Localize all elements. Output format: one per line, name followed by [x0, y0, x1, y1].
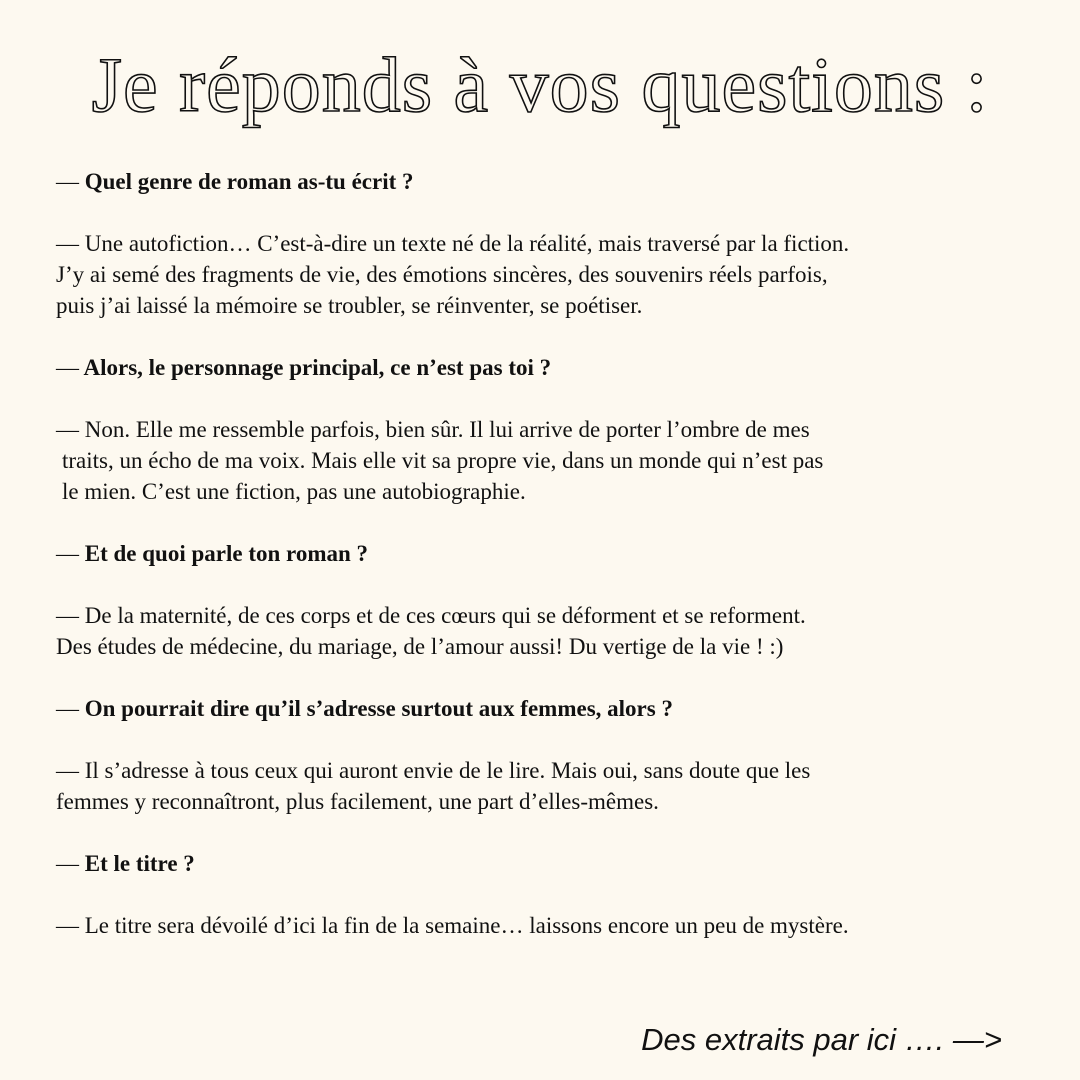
answer-line: — Le titre sera dévoilé d’ici la fin de la semaine… laissons encore un peu de mystère.: [56, 913, 849, 938]
answer-line: le mien. C’est une fiction, pas une autobiographie.: [62, 479, 526, 504]
question-label: Et le titre ?: [84, 851, 195, 876]
question-dash: —: [56, 355, 79, 380]
question-dash: —: [56, 169, 79, 194]
answer-line: — Une autofiction… C’est-à-dire un texte né de la réalité, mais traversé par la fiction.: [56, 231, 850, 256]
page-title: Je réponds à vos questions :: [91, 41, 989, 128]
answer-line: femmes y reconnaîtront, plus facilement, une part d’elles-mêmes.: [56, 789, 659, 814]
answer-text: [56, 600, 1046, 662]
answer-line: puis j’ai laissé la mémoire se troubler, se réinventer, se poétiser.: [56, 293, 643, 318]
answer-line: — Non. Elle me ressemble parfois, bien sûr. Il lui arrive de porter l’ombre de mes: [56, 417, 810, 442]
question-text: [56, 166, 1046, 197]
question-label: On pourrait dire qu’il s’adresse surtout aux femmes, alors ?: [84, 696, 673, 721]
question-dash: —: [56, 696, 79, 721]
answer-text: [56, 414, 1046, 507]
question-text: [56, 352, 1046, 383]
qa-item: [56, 693, 1046, 817]
answer-line: Des études de médecine, du mariage, de l’amour aussi! Du vertige de la vie ! :): [56, 634, 784, 659]
question-text: [56, 538, 1046, 569]
question-label: Quel genre de roman as-tu écrit ?: [84, 169, 414, 194]
question-text: [56, 693, 1046, 724]
answer-text: [56, 755, 1046, 817]
answer-line: — De la maternité, de ces corps et de ces cœurs qui se déforment et se reforment.: [56, 603, 806, 628]
answer-text: [56, 910, 1046, 941]
extracts-link[interactable]: Des extraits par ici …. —>: [641, 1022, 1002, 1057]
answer-text: [56, 228, 1046, 321]
answer-line: J’y ai semé des fragments de vie, des émotions sincères, des souvenirs réels parfois,: [56, 262, 828, 287]
question-dash: —: [56, 851, 79, 876]
question-text: [56, 848, 1046, 879]
question-label: Et de quoi parle ton roman ?: [84, 541, 369, 566]
qa-item: [56, 848, 1046, 941]
question-label: Alors, le personnage principal, ce n’est pas toi ?: [83, 355, 552, 380]
question-dash: —: [56, 541, 79, 566]
qa-item: [56, 538, 1046, 662]
qa-item: [56, 352, 1046, 507]
answer-line: traits, un écho de ma voix. Mais elle vit sa propre vie, dans un monde qui n’est pas: [62, 448, 824, 473]
qa-list: [56, 166, 1046, 972]
qa-item: [56, 166, 1046, 321]
answer-line: — Il s’adresse à tous ceux qui auront envie de le lire. Mais oui, sans doute que les: [56, 758, 811, 783]
